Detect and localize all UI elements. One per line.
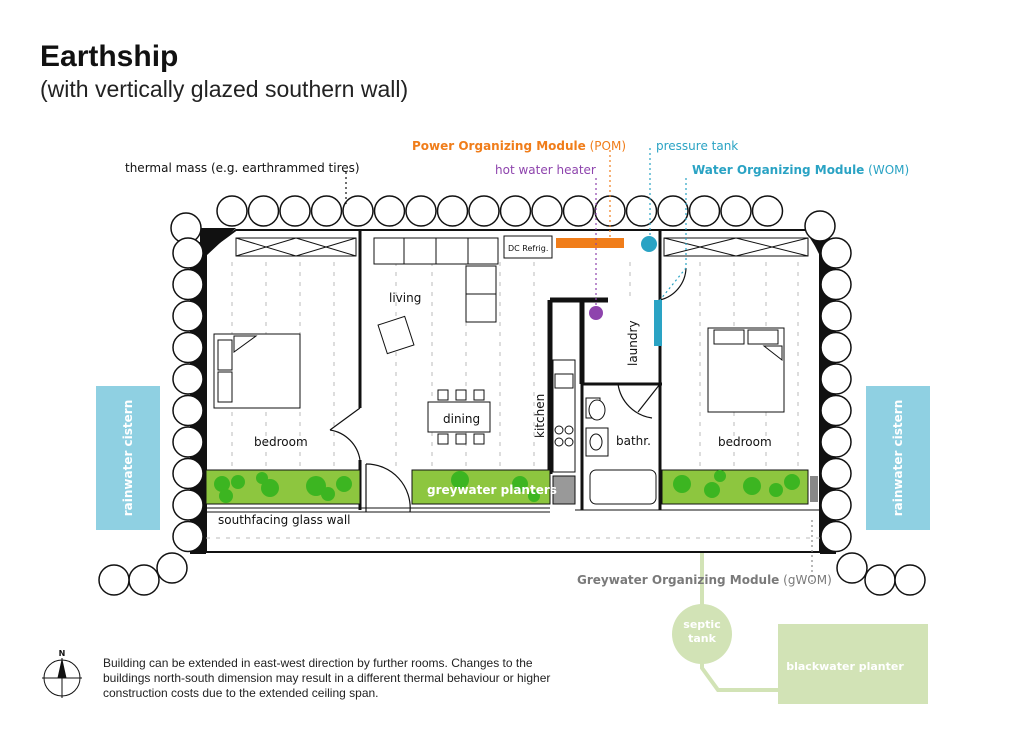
tire [821, 238, 851, 268]
tire [821, 490, 851, 520]
tire [821, 396, 851, 426]
tire [805, 211, 835, 241]
room-label-living: living [389, 291, 422, 305]
tire [343, 196, 373, 226]
tire [821, 522, 851, 552]
glass-wall-label: southfacing glass wall [218, 513, 351, 527]
pressure-tank-label: pressure tank [656, 139, 739, 153]
dc-fridge-label: DC Refrig. [508, 244, 549, 253]
hot-water-heater-icon [589, 306, 603, 320]
water-organizing-module [654, 300, 662, 346]
tire [821, 364, 851, 394]
tire [173, 364, 203, 394]
tire [821, 427, 851, 457]
wom-label: Water Organizing Module (WOM) [692, 163, 910, 177]
septic-tank-label-line2: tank [688, 632, 716, 645]
tire [821, 459, 851, 489]
page-subtitle: (with vertically glazed southern wall) [40, 76, 409, 102]
tire [865, 565, 895, 595]
tire [173, 459, 203, 489]
footer-note: Building can be extended in east-west direction by further rooms. Changes to the buildings north-south dimension may result in a different thermal behaviour or higher construction costs due to the extended ceiling span. [103, 656, 551, 700]
gwom-label: Greywater Organizing Module (gWOM) [577, 573, 832, 587]
tire [821, 270, 851, 300]
thermal-mass-label: thermal mass (e.g. earthrammed tires) [125, 161, 360, 175]
tire [375, 196, 405, 226]
bedroom-west-furniture [214, 334, 300, 408]
tire [690, 196, 720, 226]
tire [658, 196, 688, 226]
hot-water-heater-label: hot water heater [495, 163, 596, 177]
tire [157, 553, 187, 583]
room-label-bedroom-west: bedroom [254, 435, 308, 449]
tire [173, 427, 203, 457]
rainwater-cistern-east-label: rainwater cistern [891, 399, 905, 517]
septic-tank-label-line1: septic [683, 618, 721, 631]
tire [821, 301, 851, 331]
pom-label: Power Organizing Module (POM) [412, 139, 627, 153]
tire [280, 196, 310, 226]
tire [821, 333, 851, 363]
bedroom-east-furniture [708, 328, 784, 412]
tire [501, 196, 531, 226]
tire [438, 196, 468, 226]
power-organizing-module [556, 238, 624, 248]
north-arrow-icon [42, 658, 82, 698]
tire [721, 196, 751, 226]
tire [173, 238, 203, 268]
blackwater-planter-label: blackwater planter [786, 660, 904, 673]
greywater-planters-label: greywater planters [427, 483, 557, 497]
tire [173, 333, 203, 363]
tire [837, 553, 867, 583]
pressure-tank-icon [641, 236, 657, 252]
tire [753, 196, 783, 226]
tire [312, 196, 342, 226]
tire [406, 196, 436, 226]
tire [173, 522, 203, 552]
tire [173, 396, 203, 426]
tire [532, 196, 562, 226]
page-title: Earthship [40, 40, 179, 73]
rainwater-cistern-west-label: rainwater cistern [121, 399, 135, 517]
room-label-dining: dining [443, 412, 481, 426]
tire [173, 490, 203, 520]
tire [129, 565, 159, 595]
room-label-bathroom: bathr. [616, 434, 651, 448]
room-label-laundry: laundry [626, 320, 640, 366]
tire [99, 565, 129, 595]
tire [895, 565, 925, 595]
north-arrow-label: N [58, 649, 66, 658]
tire [217, 196, 247, 226]
room-label-bedroom-east: bedroom [718, 435, 772, 449]
tire [173, 270, 203, 300]
tire [469, 196, 499, 226]
tire [249, 196, 279, 226]
room-label-kitchen: kitchen [533, 393, 547, 438]
tire [564, 196, 594, 226]
tire [627, 196, 657, 226]
tire [173, 301, 203, 331]
